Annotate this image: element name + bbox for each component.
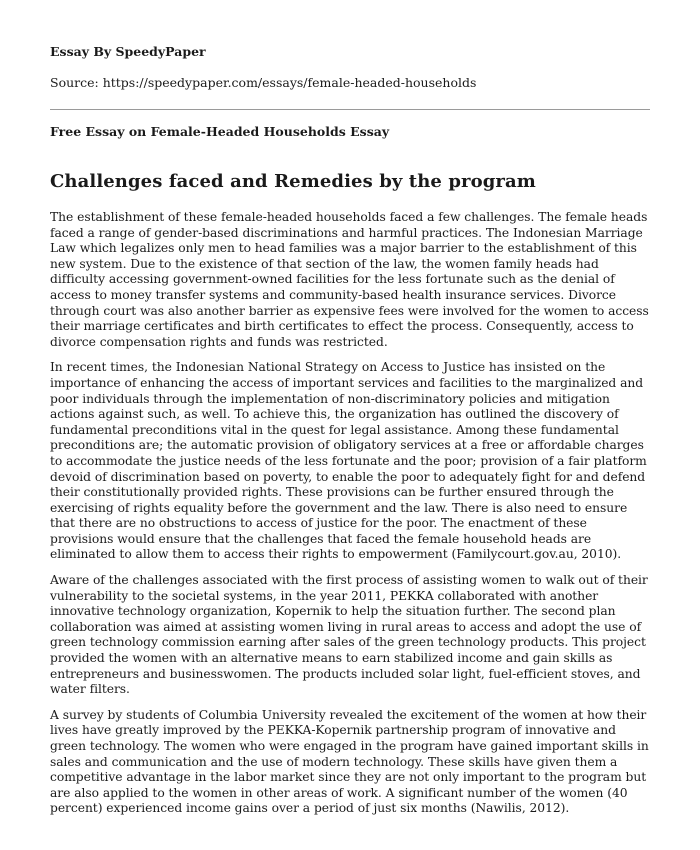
paragraph: In recent times, the Indonesian National Strategy on Access to Justice has insisted on the importance of enhancing the access of important services and facilities to the marginalized and poor individuals through the implementation of non-discriminatory policies and mitigation actions against such, as well. To achieve this, the organization has outlined the discovery of fundamental preconditions vital in the quest for legal assistance. Among these fundamental preconditions are; the automatic provision of obligatory services at a free or affordable charges to accommodate the justice needs of the less fortunate and the poor; provision of a fair platform devoid of discrimination based on poverty, to enable the poor to adequately fight for and defend their constitutionally provided rights. These provisions can be further ensured through the exercising of rights equality before the government and the law. There is also need to ensure that there are no obstructions to access of justice for the poor. The enactment of these provisions would ensure that the challenges that faced the female household heads are eliminated to allow them to access their rights to empowerment (Familycourt.gov.au, 2010). <box>50 360 647 562</box>
essay-label: Free Essay on Female-Headed Households Essay <box>50 124 390 139</box>
paragraph: A survey by students of Columbia University revealed the excitement of the women at how their lives have greatly improved by the PEKKA-Kopernik partnership program of innovative and green technology. The women who were engaged in the program have gained important skills in sales and communication and the use of modern technology. These skills have given them a competitive advantage in the labor market since they are not only important to the program but are also applied to the women in other areas of work. A significant number of the women (40 percent) experienced income gains over a period of just six months (Nawilis, 2012). <box>50 707 649 816</box>
paragraph: The establishment of these female-headed households faced a few challenges. The female heads faced a range of gender-based discriminations and harmful practices. The Indonesian Marriage Law which legalizes only men to head families was a major barrier to the establishment of this new system. Due to the existence of that section of the law, the women family heads had difficulty accessing government-owned facilities for the less fortunate such as the denial of access to money transfer systems and community-based health insurance services. Divorce through court was also another barrier as expensive fees were involved for the women to access their marriage certificates and birth certificates to effect the process. Consequently, access to divorce compensation rights and funds was restricted. <box>50 210 649 349</box>
section-heading: Challenges faced and Remedies by the program <box>50 171 536 192</box>
brand-title: Essay By SpeedyPaper <box>50 44 206 59</box>
header-divider <box>50 109 650 110</box>
article-body <box>50 210 650 817</box>
source-url: Source: https://speedypaper.com/essays/female-headed-households <box>50 75 477 90</box>
paragraph: Aware of the challenges associated with the first process of assisting women to walk out of their vulnerability to the societal systems, in the year 2011, PEKKA collaborated with another innovative technology organization, Kopernik to help the situation further. The second plan collaboration was aimed at assisting women living in rural areas to access and adopt the use of green technology commission earning after sales of the green technology products. This project provided the women with an alternative means to earn stabilized income and gain skills as entrepreneurs and businesswomen. The products included solar light, fuel-efficient stoves, and water filters. <box>50 573 648 697</box>
